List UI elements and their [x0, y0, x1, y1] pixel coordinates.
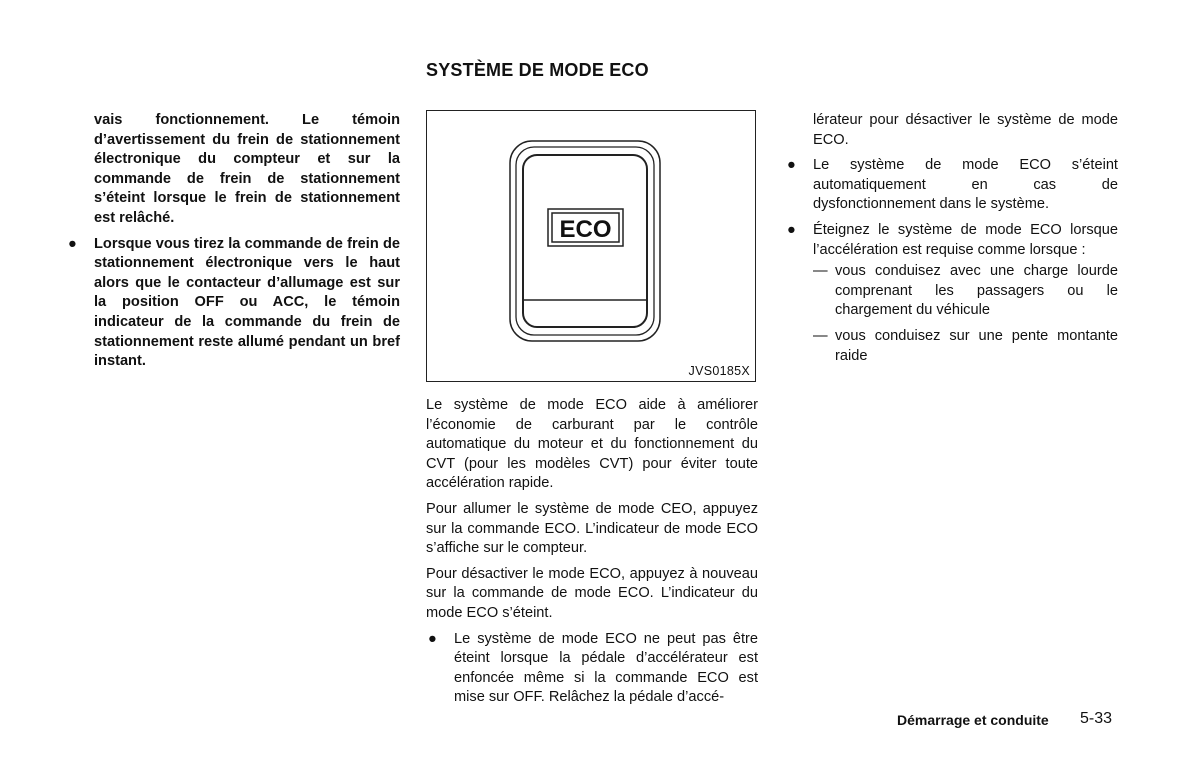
- dash-icon: —: [813, 263, 828, 280]
- sub-list-item: [813, 327, 1118, 366]
- list-item-text: Le système de mode ECO ne peut pas être éteint lorsque la pédale d’accélérateur est enfoncée même si la commande ECO est mise sur OFF. Relâchez la pédale d’accé-: [454, 630, 758, 706]
- eco-switch-illustration: [427, 111, 754, 380]
- page-number: 5-33: [1080, 710, 1113, 727]
- figure-code: JVS0185X: [688, 364, 750, 378]
- paragraph: Le système de mode ECO aide à améliorer l’économie de carburant par le contrôle automatique du moteur et du fonctionnement du CVT (pour les modèles CVT) pour éviter toute accélération rapide.: [426, 397, 758, 492]
- footer-section-name: Démarrage et conduite: [897, 712, 1049, 728]
- list-item: [785, 221, 1118, 260]
- eco-label: ECO: [559, 216, 612, 243]
- sub-list: [785, 262, 1118, 366]
- paragraph: Pour allumer le système de mode CEO, appuyez sur la commande ECO. L’indicateur de mode ECO s’affiche sur le compteur.: [426, 500, 758, 557]
- list-item: [785, 156, 1118, 215]
- section-title: SYSTÈME DE MODE ECO: [426, 60, 649, 80]
- continuation-paragraph: vais fonctionnement. Le témoin d’avertissement du frein de stationnement électronique du compteur et sur la commande de frein de stationnement s’éteint lorsque le frein de stationnement est relâché.: [94, 112, 400, 226]
- continuation-paragraph: lérateur pour désactiver le système de mode ECO.: [813, 112, 1118, 148]
- sub-list-item-text: vous conduisez avec une charge lourde comprenant les passagers ou le chargement du véhicule: [835, 263, 1118, 319]
- bullet-icon: ●: [68, 235, 77, 252]
- sub-list-item: [813, 262, 1118, 321]
- column-left: [66, 111, 400, 372]
- paragraph: Pour désactiver le mode ECO, appuyez à nouveau sur la commande de mode ECO. L’indicateur du mode ECO s’éteint.: [426, 565, 758, 621]
- list-item: [66, 235, 400, 372]
- bullet-icon: ●: [787, 157, 796, 174]
- bullet-icon: ●: [787, 221, 796, 238]
- eco-switch-figure: [426, 110, 756, 382]
- list-item-text: Le système de mode ECO s’éteint automatiquement en cas de dysfonctionnement dans le système.: [813, 157, 1118, 213]
- list-item-text: Lorsque vous tirez la commande de frein de stationnement électronique vers le haut alors que le contacteur d’allumage est sur la position OFF ou ACC, le témoin indicateur de la commande du frein de stationnement reste allumé pendant un bref instant.: [94, 235, 400, 370]
- bullet-icon: ●: [428, 630, 437, 647]
- column-middle: [426, 396, 758, 708]
- column-right: [785, 111, 1118, 366]
- list-item: [426, 630, 758, 708]
- dash-icon: —: [813, 327, 828, 344]
- sub-list-item-text: vous conduisez sur une pente montante raide: [835, 327, 1118, 364]
- list-item-text: Éteignez le système de mode ECO lorsque l’accélération est requise comme lorsque :: [813, 221, 1118, 258]
